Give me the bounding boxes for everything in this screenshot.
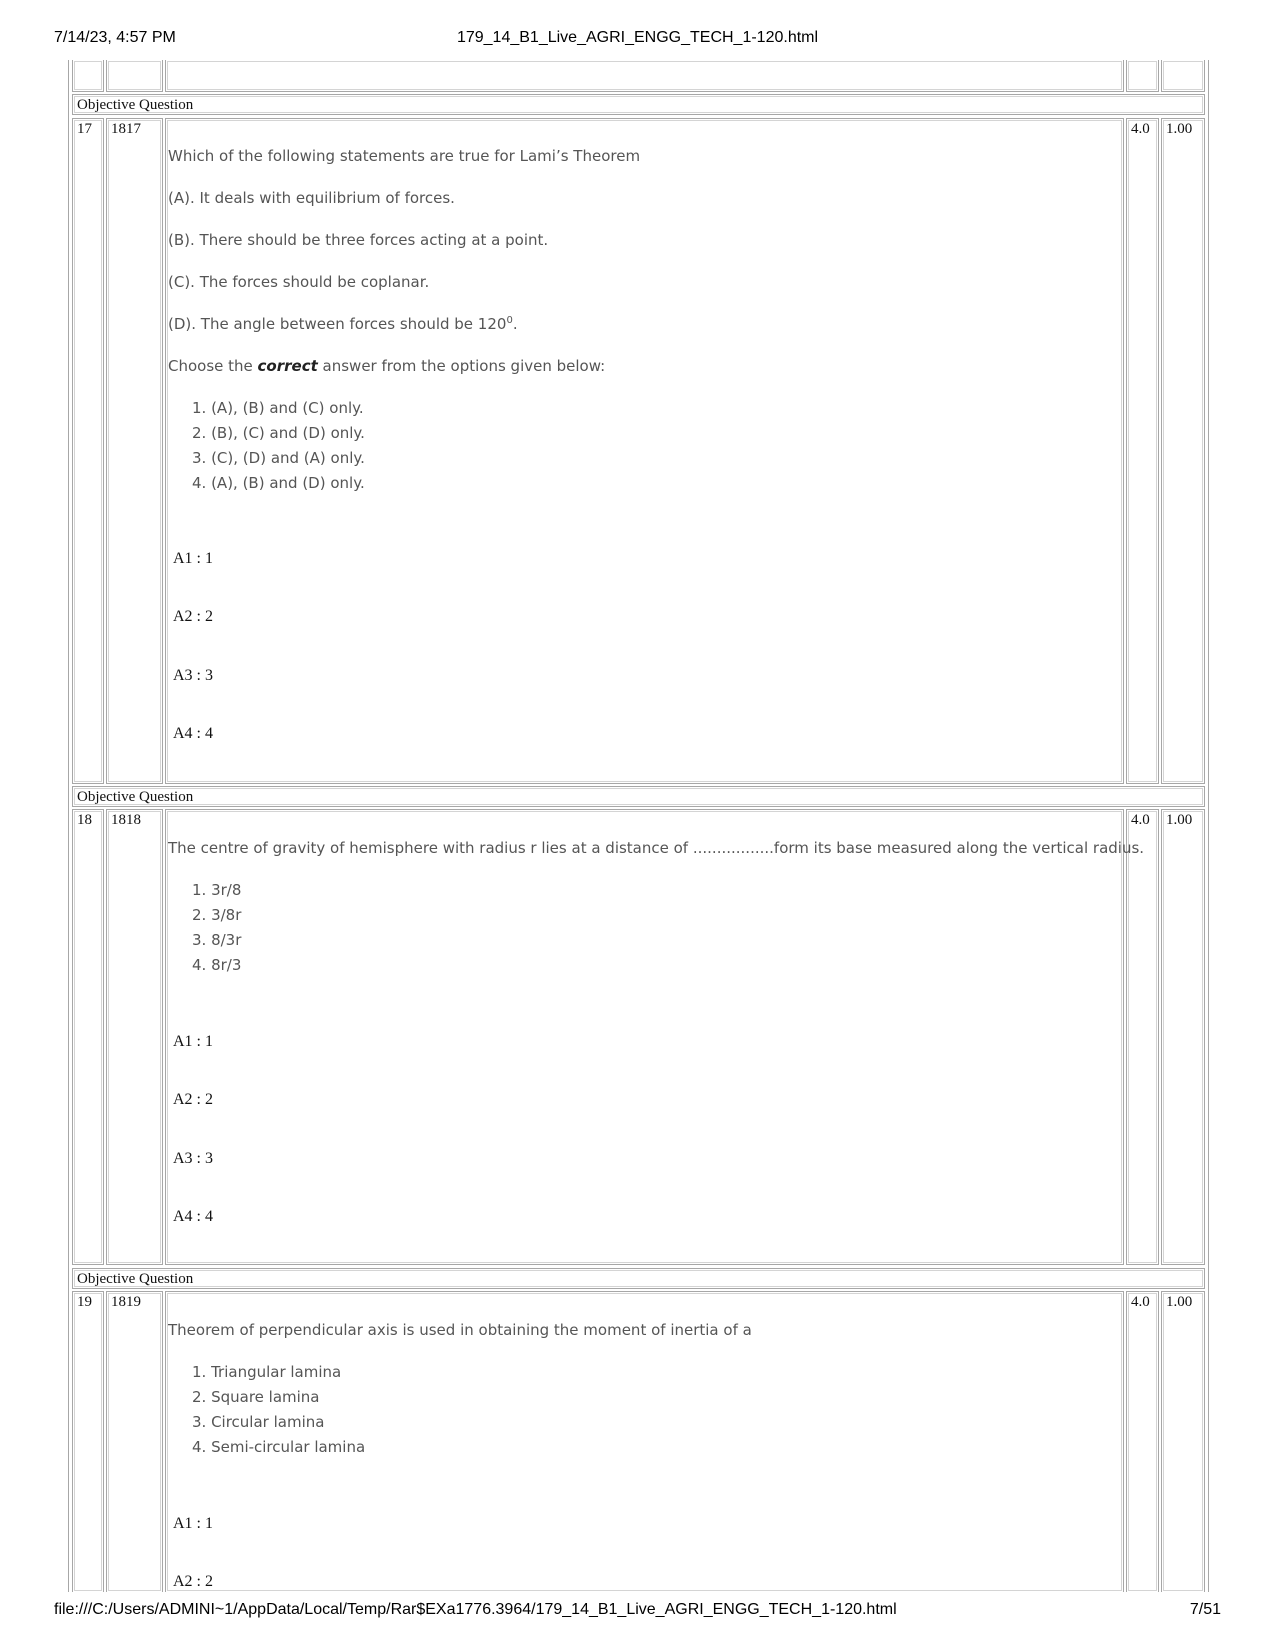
print-title: 179_14_B1_Live_AGRI_ENGG_TECH_1-120.html xyxy=(456,29,819,46)
question-text: The centre of gravity of hemisphere with radius r lies at a distance of .................form its base measured along the vertical radius. xyxy=(168,839,1145,857)
option-4: 4. (A), (B) and (D) only. xyxy=(192,474,365,492)
answer-a1: A1 : 1 xyxy=(173,1515,213,1532)
statement-c: (C). The forces should be coplanar. xyxy=(168,273,430,291)
prev-row-marks-cell xyxy=(1126,60,1159,92)
answer-a4: A4 : 4 xyxy=(173,1208,213,1225)
question-id-cell xyxy=(106,809,163,1265)
answer-a2: A2 : 2 xyxy=(173,1573,213,1590)
option-3: 3. (C), (D) and (A) only. xyxy=(192,449,365,467)
statement-b: (B). There should be three forces acting at a point. xyxy=(168,231,549,249)
table-outer-border-right xyxy=(1208,60,1209,1592)
section-label: Objective Question xyxy=(77,1271,194,1287)
negative-marks-value: 1.00 xyxy=(1166,812,1193,828)
question-number: 18 xyxy=(77,812,92,828)
option-2: 2. 3/8r xyxy=(192,906,242,924)
question-text: Theorem of perpendicular axis is used in obtaining the moment of inertia of a xyxy=(168,1321,752,1339)
question-number-cell xyxy=(72,809,104,1265)
marks-cell xyxy=(1126,1291,1159,1592)
answer-a3: A3 : 3 xyxy=(173,667,213,684)
print-datetime: 7/14/23, 4:57 PM xyxy=(54,29,176,46)
section-label: Objective Question xyxy=(77,789,194,805)
negative-marks-value: 1.00 xyxy=(1166,121,1193,137)
answer-a4: A4 : 4 xyxy=(173,725,213,742)
question-text: Which of the following statements are true for Lami’s Theorem xyxy=(168,147,641,165)
option-3: 3. 8/3r xyxy=(192,931,242,949)
option-4: 4. Semi-circular lamina xyxy=(192,1438,366,1456)
answer-a3: A3 : 3 xyxy=(173,1150,213,1167)
prev-row-sno-cell xyxy=(72,60,104,92)
prev-row-question-cell xyxy=(165,60,1124,92)
section-label-row xyxy=(72,786,1205,807)
answer-a1: A1 : 1 xyxy=(173,1033,213,1050)
question-number-cell xyxy=(72,1291,104,1592)
option-3: 3. Circular lamina xyxy=(192,1413,325,1431)
answer-a1: A1 : 1 xyxy=(173,550,213,567)
negative-marks-cell xyxy=(1161,1291,1205,1592)
question-id: 1817 xyxy=(111,121,141,137)
marks-value: 4.0 xyxy=(1131,121,1150,137)
question-body-cell xyxy=(165,809,1124,1265)
table-outer-border-left xyxy=(68,60,69,1592)
option-2: 2. Square lamina xyxy=(192,1388,320,1406)
question-id-cell xyxy=(106,118,163,784)
statement-d: (D). The angle between forces should be $120^0$. xyxy=(168,315,518,333)
choose-instruction: Choose the correct answer from the options given below: xyxy=(168,357,606,375)
section-label: Objective Question xyxy=(77,97,194,113)
answer-a2: A2 : 2 xyxy=(173,1091,213,1108)
marks-cell xyxy=(1126,809,1159,1265)
marks-value: 4.0 xyxy=(1131,812,1150,828)
question-id-cell xyxy=(106,1291,163,1592)
question-number: 17 xyxy=(77,121,92,137)
option-4: 4. 8r/3 xyxy=(192,956,242,974)
statement-a: (A). It deals with equilibrium of forces. xyxy=(168,189,455,207)
negative-marks-cell xyxy=(1161,118,1205,784)
option-1: 1. Triangular lamina xyxy=(192,1363,342,1381)
section-label-row xyxy=(72,94,1205,115)
negative-marks-value: 1.00 xyxy=(1166,1294,1193,1310)
option-1: 1. 3r/8 xyxy=(192,881,242,899)
question-id: 1818 xyxy=(111,812,141,828)
question-number: 19 xyxy=(77,1294,92,1310)
answer-a2: A2 : 2 xyxy=(173,608,213,625)
option-1: 1. (A), (B) and (C) only. xyxy=(192,399,364,417)
marks-cell xyxy=(1126,118,1159,784)
question-number-cell xyxy=(72,118,104,784)
print-file-path: file:///C:/Users/ADMINI~1/AppData/Local/Temp/Rar$EXa1776.3964/179_14_B1_Live_AGRI_ENGG_TECH_1-120.html xyxy=(54,1601,897,1618)
print-page-number: 7/51 xyxy=(1189,1601,1221,1618)
prev-row-qid-cell xyxy=(106,60,163,92)
section-label-row xyxy=(72,1268,1205,1289)
marks-value: 4.0 xyxy=(1131,1294,1150,1310)
option-2: 2. (B), (C) and (D) only. xyxy=(192,424,365,442)
negative-marks-cell xyxy=(1161,809,1205,1265)
prev-row-negative-cell xyxy=(1161,60,1205,92)
question-id: 1819 xyxy=(111,1294,141,1310)
